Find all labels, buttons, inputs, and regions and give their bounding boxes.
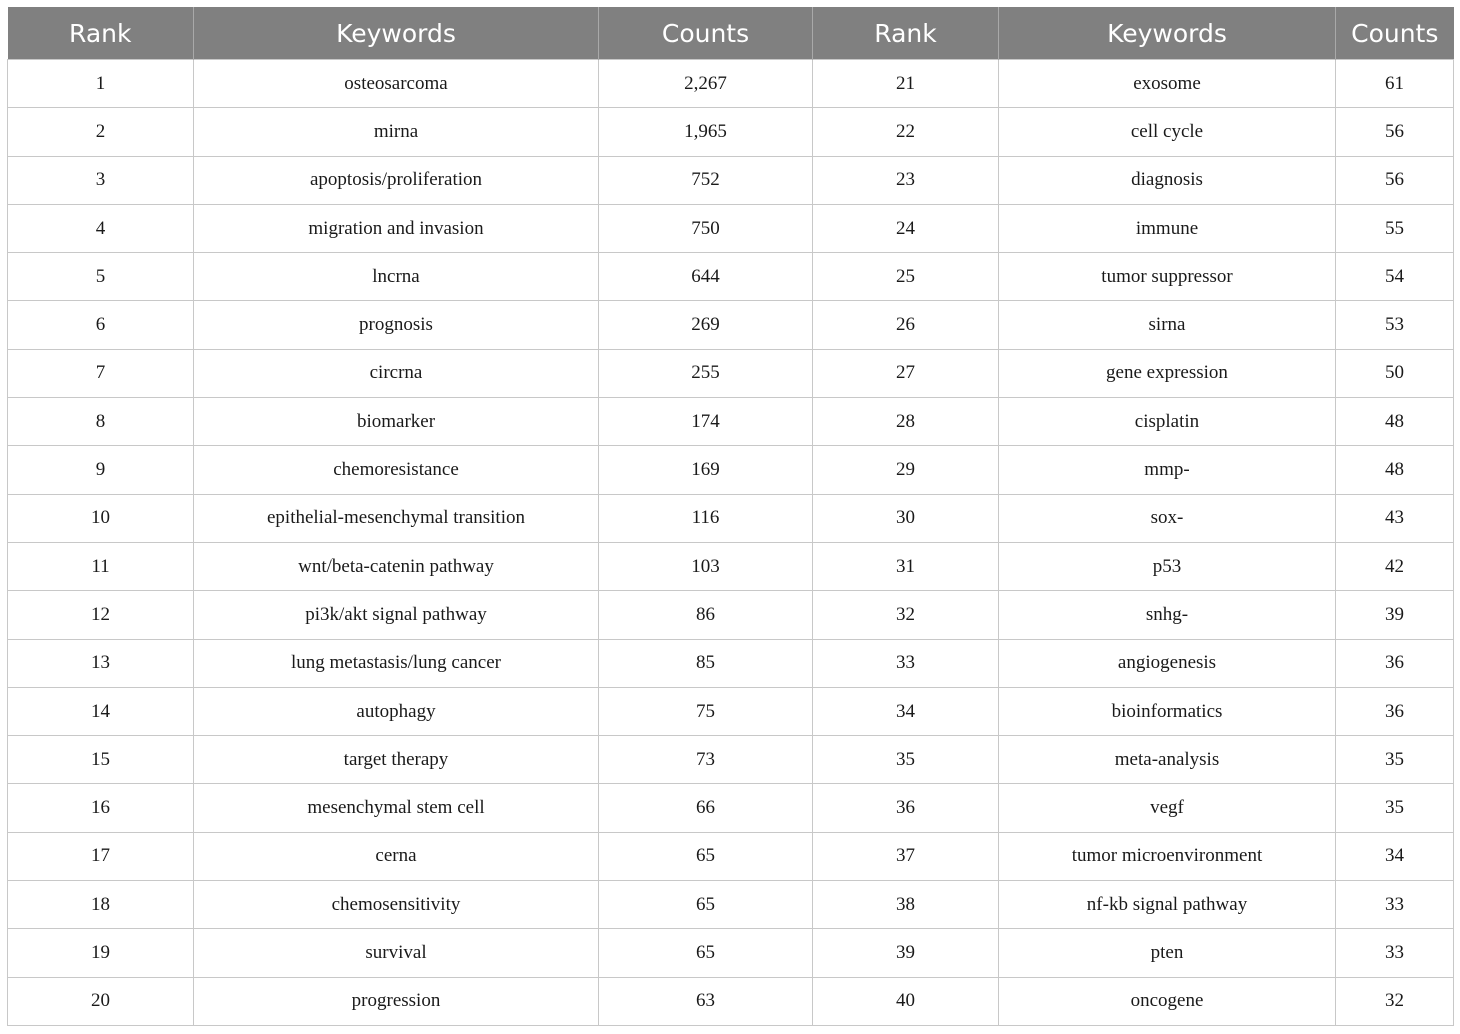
cell-rank: 34 [813, 687, 999, 735]
cell-rank: 1 [8, 60, 194, 108]
cell-rank: 4 [8, 204, 194, 252]
cell-rank: 31 [813, 542, 999, 590]
cell-keyword: exosome [999, 60, 1336, 108]
cell-keyword: angiogenesis [999, 639, 1336, 687]
cell-rank: 29 [813, 446, 999, 494]
cell-rank: 18 [8, 881, 194, 929]
table-row [8, 687, 1454, 735]
cell-keyword: prognosis [194, 301, 599, 349]
cell-keyword: chemosensitivity [194, 881, 599, 929]
cell-count: 75 [599, 687, 813, 735]
cell-rank: 23 [813, 156, 999, 204]
table-row [8, 929, 1454, 977]
cell-keyword: mirna [194, 108, 599, 156]
cell-keyword: biomarker [194, 398, 599, 446]
cell-keyword: bioinformatics [999, 687, 1336, 735]
cell-rank: 30 [813, 494, 999, 542]
cell-rank: 15 [8, 736, 194, 784]
table-row [8, 204, 1454, 252]
cell-rank: 28 [813, 398, 999, 446]
table-row [8, 301, 1454, 349]
cell-keyword: sox- [999, 494, 1336, 542]
table-row [8, 108, 1454, 156]
cell-rank: 21 [813, 60, 999, 108]
cell-rank: 27 [813, 349, 999, 397]
cell-rank: 5 [8, 253, 194, 301]
cell-count: 42 [1336, 542, 1454, 590]
cell-rank: 37 [813, 832, 999, 880]
cell-count: 750 [599, 204, 813, 252]
table-row [8, 349, 1454, 397]
cell-rank: 3 [8, 156, 194, 204]
cell-rank: 32 [813, 591, 999, 639]
cell-keyword: migration and invasion [194, 204, 599, 252]
header-counts: Counts [1336, 7, 1454, 60]
keywords-table [7, 7, 1454, 1026]
header-keywords: Keywords [194, 7, 599, 60]
cell-keyword: p53 [999, 542, 1336, 590]
cell-rank: 24 [813, 204, 999, 252]
cell-count: 63 [599, 977, 813, 1025]
cell-count: 174 [599, 398, 813, 446]
table-row [8, 591, 1454, 639]
cell-keyword: mmp- [999, 446, 1336, 494]
cell-keyword: apoptosis/proliferation [194, 156, 599, 204]
table-row [8, 736, 1454, 784]
cell-keyword: tumor suppressor [999, 253, 1336, 301]
cell-keyword: meta-analysis [999, 736, 1336, 784]
cell-keyword: mesenchymal stem cell [194, 784, 599, 832]
cell-count: 169 [599, 446, 813, 494]
cell-keyword: cisplatin [999, 398, 1336, 446]
cell-count: 55 [1336, 204, 1454, 252]
cell-keyword: tumor microenvironment [999, 832, 1336, 880]
cell-count: 86 [599, 591, 813, 639]
cell-keyword: vegf [999, 784, 1336, 832]
cell-keyword: lncrna [194, 253, 599, 301]
cell-rank: 40 [813, 977, 999, 1025]
cell-count: 36 [1336, 687, 1454, 735]
header-keywords: Keywords [999, 7, 1336, 60]
cell-keyword: snhg- [999, 591, 1336, 639]
cell-rank: 33 [813, 639, 999, 687]
cell-rank: 17 [8, 832, 194, 880]
table-header [8, 7, 1454, 60]
cell-count: 53 [1336, 301, 1454, 349]
cell-count: 103 [599, 542, 813, 590]
cell-count: 1,965 [599, 108, 813, 156]
cell-keyword: circrna [194, 349, 599, 397]
cell-rank: 22 [813, 108, 999, 156]
header-rank: Rank [813, 7, 999, 60]
table-row [8, 784, 1454, 832]
table-row [8, 156, 1454, 204]
cell-count: 43 [1336, 494, 1454, 542]
cell-count: 35 [1336, 784, 1454, 832]
cell-count: 2,267 [599, 60, 813, 108]
cell-count: 48 [1336, 446, 1454, 494]
cell-keyword: osteosarcoma [194, 60, 599, 108]
table-row [8, 253, 1454, 301]
cell-keyword: diagnosis [999, 156, 1336, 204]
cell-keyword: cell cycle [999, 108, 1336, 156]
cell-keyword: pi3k/akt signal pathway [194, 591, 599, 639]
table-row [8, 60, 1454, 108]
cell-count: 33 [1336, 881, 1454, 929]
cell-keyword: progression [194, 977, 599, 1025]
cell-rank: 14 [8, 687, 194, 735]
cell-rank: 20 [8, 977, 194, 1025]
cell-count: 34 [1336, 832, 1454, 880]
cell-count: 85 [599, 639, 813, 687]
cell-keyword: autophagy [194, 687, 599, 735]
table-row [8, 977, 1454, 1025]
cell-keyword: sirna [999, 301, 1336, 349]
cell-rank: 36 [813, 784, 999, 832]
cell-rank: 39 [813, 929, 999, 977]
cell-rank: 38 [813, 881, 999, 929]
cell-rank: 26 [813, 301, 999, 349]
cell-count: 644 [599, 253, 813, 301]
cell-count: 56 [1336, 108, 1454, 156]
cell-rank: 25 [813, 253, 999, 301]
cell-keyword: survival [194, 929, 599, 977]
header-counts: Counts [599, 7, 813, 60]
cell-rank: 12 [8, 591, 194, 639]
cell-keyword: target therapy [194, 736, 599, 784]
cell-rank: 7 [8, 349, 194, 397]
table-row [8, 398, 1454, 446]
cell-rank: 9 [8, 446, 194, 494]
header-row [8, 7, 1454, 60]
cell-keyword: nf-kb signal pathway [999, 881, 1336, 929]
cell-rank: 10 [8, 494, 194, 542]
table-row [8, 542, 1454, 590]
cell-count: 73 [599, 736, 813, 784]
cell-count: 65 [599, 881, 813, 929]
cell-keyword: wnt/beta-catenin pathway [194, 542, 599, 590]
cell-count: 48 [1336, 398, 1454, 446]
cell-rank: 16 [8, 784, 194, 832]
cell-keyword: lung metastasis/lung cancer [194, 639, 599, 687]
cell-count: 61 [1336, 60, 1454, 108]
cell-rank: 8 [8, 398, 194, 446]
cell-rank: 6 [8, 301, 194, 349]
cell-count: 36 [1336, 639, 1454, 687]
keywords-table-container [7, 7, 1453, 1026]
table-row [8, 494, 1454, 542]
table-row [8, 639, 1454, 687]
cell-rank: 13 [8, 639, 194, 687]
cell-keyword: chemoresistance [194, 446, 599, 494]
cell-count: 255 [599, 349, 813, 397]
table-row [8, 832, 1454, 880]
header-rank: Rank [8, 7, 194, 60]
cell-count: 65 [599, 929, 813, 977]
cell-count: 39 [1336, 591, 1454, 639]
cell-count: 65 [599, 832, 813, 880]
table-row [8, 446, 1454, 494]
cell-count: 54 [1336, 253, 1454, 301]
cell-rank: 35 [813, 736, 999, 784]
table-row [8, 881, 1454, 929]
cell-keyword: immune [999, 204, 1336, 252]
cell-keyword: oncogene [999, 977, 1336, 1025]
cell-count: 50 [1336, 349, 1454, 397]
cell-count: 66 [599, 784, 813, 832]
cell-keyword: pten [999, 929, 1336, 977]
cell-keyword: epithelial-mesenchymal transition [194, 494, 599, 542]
cell-count: 33 [1336, 929, 1454, 977]
cell-count: 56 [1336, 156, 1454, 204]
cell-count: 116 [599, 494, 813, 542]
table-body [8, 60, 1454, 1026]
cell-rank: 2 [8, 108, 194, 156]
cell-rank: 19 [8, 929, 194, 977]
cell-keyword: cerna [194, 832, 599, 880]
cell-count: 35 [1336, 736, 1454, 784]
cell-count: 32 [1336, 977, 1454, 1025]
cell-rank: 11 [8, 542, 194, 590]
cell-count: 752 [599, 156, 813, 204]
cell-count: 269 [599, 301, 813, 349]
cell-keyword: gene expression [999, 349, 1336, 397]
